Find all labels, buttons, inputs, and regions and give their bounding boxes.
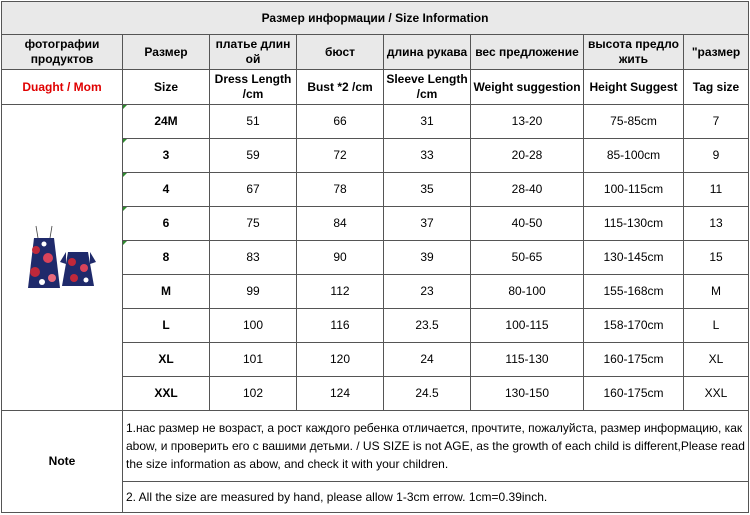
weight-value: 80-100 — [471, 275, 584, 309]
height-value: 100-115cm — [584, 173, 684, 207]
mom-daughter-dress-image — [22, 216, 102, 296]
size-information-table — [1, 1, 749, 513]
sleeve-value: 24 — [384, 343, 471, 377]
header-weight-suggestion: Weight suggestion — [471, 70, 584, 105]
bust-value: 72 — [297, 139, 384, 173]
dress-length-value: 51 — [210, 105, 297, 139]
tag-value: XL — [684, 343, 749, 377]
tag-value: 7 — [684, 105, 749, 139]
tag-value: 9 — [684, 139, 749, 173]
note-label: Note — [2, 411, 123, 513]
tag-value: M — [684, 275, 749, 309]
sleeve-value: 37 — [384, 207, 471, 241]
tag-value: 15 — [684, 241, 749, 275]
weight-value: 13-20 — [471, 105, 584, 139]
dress-length-value: 100 — [210, 309, 297, 343]
height-value: 130-145cm — [584, 241, 684, 275]
header-row-ru — [2, 35, 749, 70]
header-weight-ru: вес предложение — [471, 35, 584, 70]
size-value: 8 — [123, 241, 210, 275]
size-value: 6 — [123, 207, 210, 241]
sleeve-value: 23.5 — [384, 309, 471, 343]
weight-value: 130-150 — [471, 377, 584, 411]
table-row — [2, 105, 749, 139]
height-value: 158-170cm — [584, 309, 684, 343]
note-row — [2, 411, 749, 482]
dress-length-value: 59 — [210, 139, 297, 173]
dress-length-value: 102 — [210, 377, 297, 411]
bust-value: 124 — [297, 377, 384, 411]
sleeve-value: 35 — [384, 173, 471, 207]
dress-length-value: 75 — [210, 207, 297, 241]
size-value: 24M — [123, 105, 210, 139]
bust-value: 90 — [297, 241, 384, 275]
weight-value: 28-40 — [471, 173, 584, 207]
header-height-ru: высота предло жить — [584, 35, 684, 70]
header-daughter-mom: Duaght / Mom — [2, 70, 123, 105]
size-value: XXL — [123, 377, 210, 411]
header-photo-ru: фотографии продуктов — [2, 35, 123, 70]
bust-value: 84 — [297, 207, 384, 241]
dress-length-value: 67 — [210, 173, 297, 207]
header-size-ru: Размер — [123, 35, 210, 70]
dress-length-value: 101 — [210, 343, 297, 377]
tag-value: L — [684, 309, 749, 343]
height-value: 75-85cm — [584, 105, 684, 139]
bust-value: 120 — [297, 343, 384, 377]
weight-value: 20-28 — [471, 139, 584, 173]
height-value: 115-130cm — [584, 207, 684, 241]
header-sleeve-ru: длина рукава — [384, 35, 471, 70]
header-size: Size — [123, 70, 210, 105]
note-text-2: 2. All the size are measured by hand, please allow 1-3cm errow. 1cm=0.39inch. — [123, 482, 749, 513]
header-bust-ru: бюст — [297, 35, 384, 70]
header-bust: Bust *2 /cm — [297, 70, 384, 105]
header-tag-size: Tag size — [684, 70, 749, 105]
header-sleeve-length: Sleeve Length /cm — [384, 70, 471, 105]
bust-value: 66 — [297, 105, 384, 139]
weight-value: 40-50 — [471, 207, 584, 241]
dress-length-value: 83 — [210, 241, 297, 275]
header-height-suggest: Height Suggest — [584, 70, 684, 105]
sleeve-value: 31 — [384, 105, 471, 139]
size-value: 3 — [123, 139, 210, 173]
sleeve-value: 39 — [384, 241, 471, 275]
table-title: Размер информации / Size Information — [2, 2, 749, 35]
size-value: L — [123, 309, 210, 343]
height-value: 155-168cm — [584, 275, 684, 309]
bust-value: 116 — [297, 309, 384, 343]
tag-value: 13 — [684, 207, 749, 241]
weight-value: 115-130 — [471, 343, 584, 377]
header-row-en — [2, 70, 749, 105]
product-photo — [2, 105, 123, 411]
tag-value: XXL — [684, 377, 749, 411]
header-dress-length-ru: платье длин ой — [210, 35, 297, 70]
weight-value: 50-65 — [471, 241, 584, 275]
size-value: 4 — [123, 173, 210, 207]
sleeve-value: 24.5 — [384, 377, 471, 411]
bust-value: 78 — [297, 173, 384, 207]
header-dress-length: Dress Length /cm — [210, 70, 297, 105]
note-text-1: 1.нас размер не возраст, а рост каждого ребенка отличается, прочтите, пожалуйста, размер информацию, как abow, и проверить его с вашими детьми. / US SIZE is not AGE, as the growth of each child is different,Please read the size information as abow, and check it with your children. — [123, 411, 749, 482]
sleeve-value: 33 — [384, 139, 471, 173]
height-value: 85-100cm — [584, 139, 684, 173]
height-value: 160-175cm — [584, 377, 684, 411]
sleeve-value: 23 — [384, 275, 471, 309]
weight-value: 100-115 — [471, 309, 584, 343]
height-value: 160-175cm — [584, 343, 684, 377]
size-value: XL — [123, 343, 210, 377]
size-value: M — [123, 275, 210, 309]
bust-value: 112 — [297, 275, 384, 309]
dress-length-value: 99 — [210, 275, 297, 309]
header-tag-ru: "размер — [684, 35, 749, 70]
tag-value: 11 — [684, 173, 749, 207]
